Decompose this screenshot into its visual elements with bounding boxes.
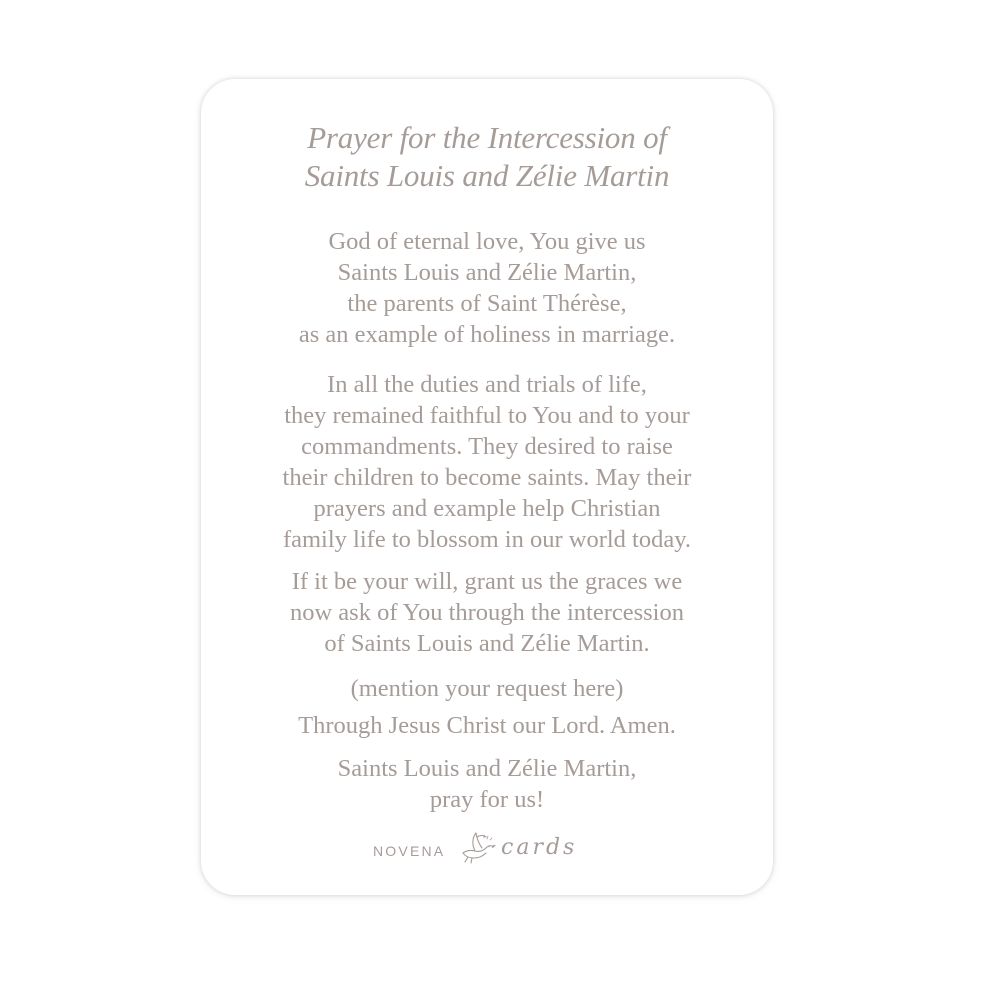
prayer-line: pray for us! (429, 786, 545, 813)
prayer-line: their children to become saints. May their (282, 464, 692, 491)
invocation (201, 753, 773, 815)
closing-line (201, 710, 773, 741)
prayer-line: they remained faithful to You and to your (284, 402, 690, 429)
prayer-line: prayers and example help Christian (313, 495, 661, 522)
title-line: Prayer for the Intercession of (307, 120, 667, 155)
prayer-line: Saints Louis and Zélie Martin, (337, 259, 637, 286)
brand-word-novena: NOVENA (373, 843, 446, 859)
title-line: Saints Louis and Zélie Martin (304, 158, 670, 193)
prayer-line: family life to blossom in our world today. (282, 526, 692, 553)
dove-icon (457, 829, 497, 867)
prayer-paragraph-3 (201, 566, 773, 659)
brand-word-cards: cards (501, 835, 578, 860)
prayer-paragraph-1 (201, 226, 773, 350)
prayer-line: as an example of holiness in marriage. (298, 321, 676, 348)
prayer-line: Saints Louis and Zélie Martin, (337, 755, 637, 782)
brand-logo (201, 829, 773, 869)
request-line (201, 673, 773, 704)
prayer-title (201, 119, 773, 195)
prayer-line: If it be your will, grant us the graces we (291, 568, 683, 595)
prayer-line: of Saints Louis and Zélie Martin. (324, 630, 650, 657)
prayer-card (201, 79, 773, 895)
prayer-line: commandments. They desired to raise (301, 433, 673, 460)
prayer-line: Through Jesus Christ our Lord. Amen. (298, 712, 676, 739)
prayer-line: God of eternal love, You give us (328, 228, 646, 255)
prayer-line: the parents of Saint Thérèse, (347, 290, 627, 317)
prayer-line: now ask of You through the intercession (289, 599, 684, 626)
prayer-line: (mention your request here) (350, 675, 624, 702)
prayer-line: In all the duties and trials of life, (327, 371, 647, 398)
prayer-paragraph-2 (201, 369, 773, 555)
